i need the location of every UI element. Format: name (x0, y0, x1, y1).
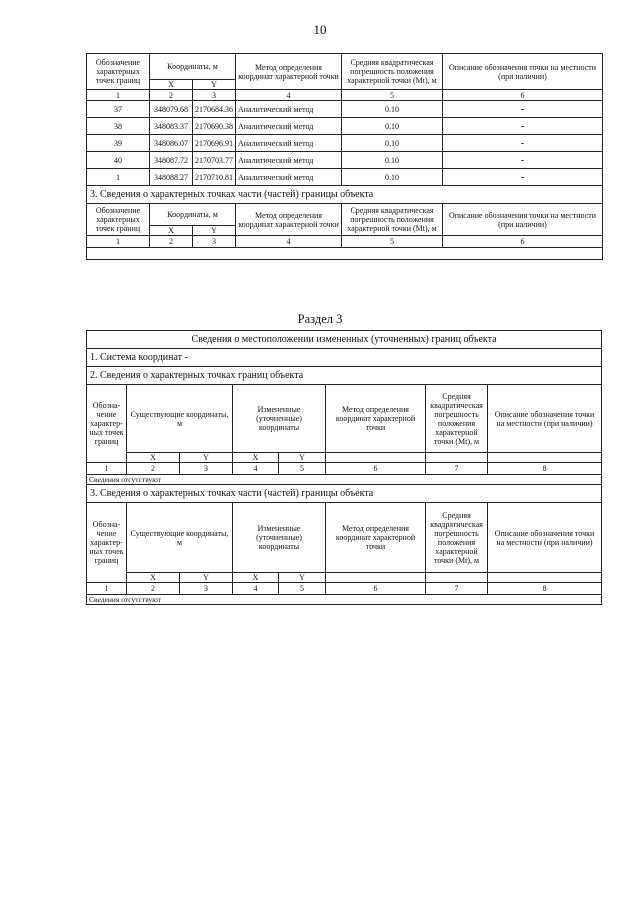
cell-point: 39 (87, 135, 150, 152)
empty-cell (426, 453, 488, 463)
cell-desc: - (443, 152, 603, 169)
cell-point: 40 (87, 152, 150, 169)
header-x: X (150, 80, 193, 90)
col-number: 5 (279, 463, 326, 475)
header-y: Y (180, 453, 233, 463)
boundary-points-table (86, 53, 603, 260)
cell-mt: 0.10 (342, 118, 443, 135)
header-y: Y (180, 573, 233, 583)
part-section-title: 3. Сведения о характерных точках части (частей) границы объекта (87, 186, 603, 204)
header-method: Метод определения координат характерной точки (236, 54, 342, 90)
part-header-method: Метод определения координат характерной точки (236, 204, 342, 236)
page-number: 10 (313, 22, 327, 37)
header-description: Описание обозначения точки на местности (при наличии) (443, 54, 603, 90)
header-y: Y (193, 80, 236, 90)
header-accuracy: Средняя квадратическая погрешность положения характерной точки (Mt), м (426, 385, 488, 453)
cell-point: 37 (87, 101, 150, 118)
cell-method: Аналитический метод (236, 152, 342, 169)
header-coords: Координаты, м (150, 54, 236, 80)
cell-y: 2170684.36 (193, 101, 236, 118)
block3-title: 3. Сведения о характерных точках части (частей) границы объекта (87, 485, 602, 503)
cell-x: 348079.68 (150, 101, 193, 118)
col-number: 7 (426, 463, 488, 475)
col-number: 5 (342, 90, 443, 101)
cell-mt: 0.10 (342, 169, 443, 186)
part-header-description: Описание обозначения точки на местности (при наличии) (443, 204, 603, 236)
col-number: 6 (443, 236, 603, 248)
header-point: Обозна-чение характер-ных точек границ (87, 503, 127, 583)
header-changed: Измененные (уточненные) координаты (233, 385, 326, 453)
cell-desc: - (443, 118, 603, 135)
section-title: Раздел 3 (297, 312, 343, 326)
col-number: 3 (193, 236, 236, 248)
col-number: 8 (488, 463, 602, 475)
empty-cell (488, 453, 602, 463)
col-number: 4 (233, 463, 279, 475)
empty-cell (326, 573, 426, 583)
cell-point: 1 (87, 169, 150, 186)
part-header-y: Y (193, 226, 236, 236)
cell-x: 348086.07 (150, 135, 193, 152)
col-number: 5 (279, 583, 326, 595)
absent-note: Сведения отсутствуют (87, 475, 602, 485)
header-accuracy: Средняя квадратическая погрешность положения характерной точки (Mt), м (426, 503, 488, 573)
cell-point: 38 (87, 118, 150, 135)
header-existing: Существующие координаты, м (127, 503, 233, 573)
col-number: 1 (87, 583, 127, 595)
header-description: Описание обозначения точки на местности (при наличии) (488, 385, 602, 453)
cell-y: 2170710.81 (193, 169, 236, 186)
header-x: X (233, 573, 279, 583)
col-number: 4 (236, 236, 342, 248)
col-number: 3 (193, 90, 236, 101)
table-row (87, 118, 603, 135)
cell-desc: - (443, 169, 603, 186)
empty-cell (426, 573, 488, 583)
header-x: X (127, 573, 180, 583)
col-number: 5 (342, 236, 443, 248)
header-existing: Существующие координаты, м (127, 385, 233, 453)
block2-title: 2. Сведения о характерных точках границ объекта (87, 367, 602, 385)
col-number: 6 (326, 583, 426, 595)
header-method: Метод определения координат характерной точки (326, 385, 426, 453)
cell-y: 2170690.38 (193, 118, 236, 135)
col-number: 8 (488, 583, 602, 595)
cell-mt: 0.10 (342, 135, 443, 152)
part-header-point: Обозначение характерных точек границ (87, 204, 150, 236)
header-accuracy: Средняя квадратическая погрешность положения характерной точки (Mt), м (342, 54, 443, 90)
header-changed: Измененные (уточненные) координаты (233, 503, 326, 573)
col-number: 3 (180, 463, 233, 475)
cell-x: 348087.72 (150, 152, 193, 169)
header-y: Y (279, 573, 326, 583)
cell-method: Аналитический метод (236, 118, 342, 135)
part-header-accuracy: Средняя квадратическая погрешность положения характерной точки (Mt), м (342, 204, 443, 236)
empty-cell (87, 248, 603, 260)
cell-method: Аналитический метод (236, 169, 342, 186)
absent-note: Сведения отсутствуют (87, 595, 602, 605)
col-number: 2 (127, 583, 180, 595)
part-header-coords: Координаты, м (150, 204, 236, 226)
col-number: 7 (426, 583, 488, 595)
header-method: Метод определения координат характерной точки (326, 503, 426, 573)
cell-x: 348083.37 (150, 118, 193, 135)
cell-mt: 0.10 (342, 101, 443, 118)
col-number: 4 (233, 583, 279, 595)
table-row (87, 152, 603, 169)
col-number: 1 (87, 463, 127, 475)
cell-y: 2170703.77 (193, 152, 236, 169)
cell-mt: 0.10 (342, 152, 443, 169)
cell-y: 2170696.91 (193, 135, 236, 152)
cell-desc: - (443, 101, 603, 118)
col-number: 1 (87, 236, 150, 248)
part-header-x: X (150, 226, 193, 236)
header-point: Обозначение характерных точек границ (87, 54, 150, 90)
cell-method: Аналитический метод (236, 101, 342, 118)
cell-desc: - (443, 135, 603, 152)
cell-x: 348088.27 (150, 169, 193, 186)
col-number: 1 (87, 90, 150, 101)
empty-row (87, 248, 603, 260)
empty-cell (326, 453, 426, 463)
table-row (87, 169, 603, 186)
table-row (87, 135, 603, 152)
col-number: 2 (150, 236, 193, 248)
header-x: X (127, 453, 180, 463)
cell-method: Аналитический метод (236, 135, 342, 152)
col-number: 6 (326, 463, 426, 475)
header-point: Обозна-чение характер-ных точек границ (87, 385, 127, 463)
col-number: 2 (127, 463, 180, 475)
empty-cell (488, 573, 602, 583)
header-x: X (233, 453, 279, 463)
section3-header: Сведения о местоположении измененных (уточненных) границ объекта (87, 331, 602, 349)
col-number: 2 (150, 90, 193, 101)
section3-table (86, 330, 602, 605)
table-row (87, 101, 603, 118)
col-number: 3 (180, 583, 233, 595)
col-number: 6 (443, 90, 603, 101)
col-number: 4 (236, 90, 342, 101)
header-y: Y (279, 453, 326, 463)
coord-system: 1. Система координат - (87, 349, 602, 367)
header-description: Описание обозначения точки на местности (при наличии) (488, 503, 602, 573)
